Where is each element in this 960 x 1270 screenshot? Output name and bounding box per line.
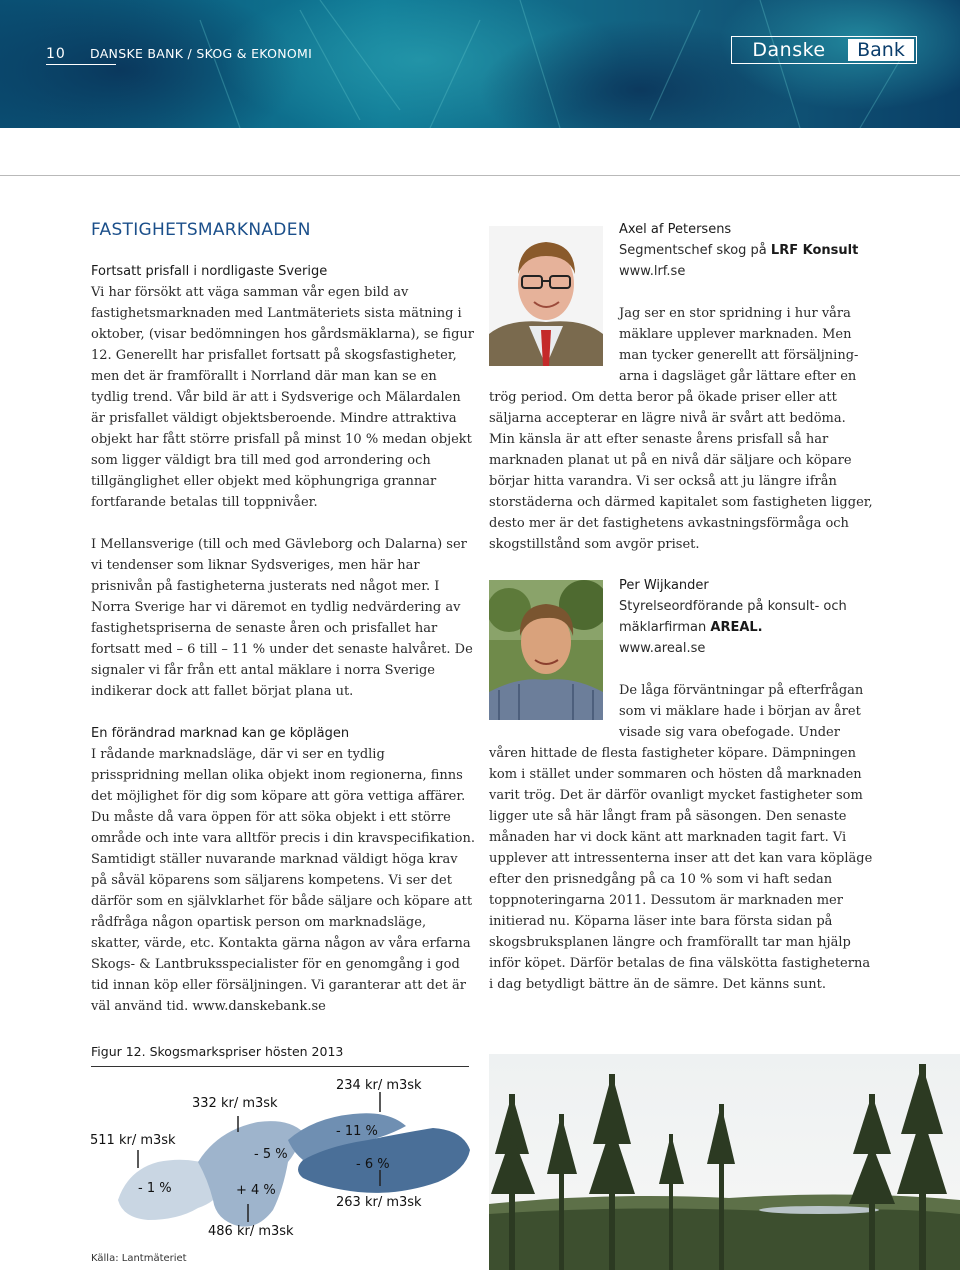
paragraph-3: I rådande marknadsläge, där vi ser en tydlig prisspridning mellan olika objekt inom regionerna, finns det möjlighet för dig som köpare att göra vettiga affärer. Du måste då vara öppen för att söka objekt i ett större område och inte vara alltför precis i din kravspecifikation. Samtidigt ställer nuvarande marknad väldigt höga krav på såväl köparens som säljarens kompetens. Vi ser det därför som en självklarhet för både säljare och köpare att rådfråga någon opartisk person om marknadsläge, skatter, värde, etc. Kontakta gärna någon av våra erfarna Skogs- & Lantbruksspecialister för en genomgång i god tid innan köp eller försäljningen. Vi garanterar att det är väl använd tid. www.danskebank.se (91, 747, 475, 1014)
person1-url[interactable]: www.lrf.se (619, 264, 686, 279)
spacer (619, 659, 874, 680)
person1-quote-rest: trög period. Om detta beror på ökade priser eller att säljarna accepterar en lägre nivå är svårt att bedöma. Min känsla är att efter senaste årens prisfall så har marknaden planat ut på en nivå där säljare och köpare börjar hitta varandra. Vi ser också att ju längre ifrån storstäderna och därmed kapitalet som fastigheten ligger, desto mer är det fastighetens avkastningsförmåga och skogstillstånd som avgör priset. (489, 390, 873, 552)
forest-landscape-photo (489, 1054, 960, 1270)
danske-bank-logo (731, 36, 917, 64)
subheading-koplagen: En förändrad marknad kan ge köplägen (91, 726, 350, 741)
person2-quote-line-2: som vi mäklare hade i början av året (619, 704, 861, 719)
map-label-mid-change: - 5 % (254, 1147, 288, 1162)
article-title: FASTIGHETSMARKNADEN (91, 220, 311, 240)
page-number: 10 (46, 46, 66, 62)
map-label-north-change2: - 6 % (356, 1157, 390, 1172)
map-label-mid-price-top: 332 kr/ m3sk (192, 1096, 278, 1111)
section-label: DANSKE BANK / SKOG & EKONOMI (90, 46, 313, 61)
logo-text-bank: Bank (848, 39, 914, 61)
map-label-south-change: - 1 % (138, 1181, 172, 1196)
spacer (619, 282, 874, 303)
person1-company: LRF Konsult (770, 243, 859, 258)
figure-caption-rule (91, 1066, 469, 1067)
person1-block (489, 219, 874, 555)
article-left-column (91, 220, 476, 1017)
person2-quote-line-1: De låga förväntningar på efterfrågan (619, 683, 864, 698)
person1-quote-line-4: arna i dagsläget går lättare efter en (619, 369, 857, 384)
person2-company: AREAL. (710, 620, 763, 635)
page-number-rule (46, 64, 116, 65)
header-banner (0, 0, 960, 128)
map-label-north-price-top: 234 kr/ m3sk (336, 1078, 422, 1093)
spacer (91, 702, 476, 723)
person2-url[interactable]: www.areal.se (619, 641, 706, 656)
paragraph-2: I Mellansverige (till och med Gävleborg och Dalarna) ser vi tendenser som liknar Sydsveriges, men här har prisnivån på fastigheterna justerats ned något mer. I Norra Sverige har vi däremot en tydlig nedvärdering av fastighetspriserna de senaste åren och prisfallet har fortsatt med – 6 till – 11 % under det senaste halvåret. De signaler vi får från ett antal mäklare i norra Sverige indikerar dock att fallet börjat plana ut. (91, 537, 473, 699)
map-label-north-price-bottom: 263 kr/ m3sk (336, 1195, 422, 1210)
map-label-south-price: 511 kr/ m3sk (90, 1133, 176, 1148)
person1-quote-line-1: Jag ser en stor spridning i hur våra (619, 306, 851, 321)
person2-role-line1: Styrelseordförande på konsult- och (619, 599, 847, 614)
sweden-price-map (88, 1070, 478, 1250)
person2-role-line2 (619, 617, 874, 638)
figure-caption: Figur 12. Skogsmarkspriser hösten 2013 (91, 1044, 344, 1059)
spacer (91, 513, 476, 534)
map-region-middle (198, 1121, 303, 1227)
person2-quote-line-3: visade sig vara obefogade. Under (619, 725, 840, 740)
person1-quote-line-3: man tycker generellt att försäljning- (619, 348, 859, 363)
person1-quote-line-2: mäklare upplever marknaden. Men (619, 327, 852, 342)
person2-block (489, 575, 874, 995)
foliage-background (0, 0, 960, 128)
person2-role-text: mäklarfirman (619, 620, 711, 635)
person2-name: Per Wijkander (619, 578, 709, 593)
person2-quote-rest: våren hittade de flesta fastigheter köpare. Dämpningen kom i stället under sommaren och hösten då marknaden varit trög. Det är därför ovanligt mycket fastigheter som ligger ute så här långt fram på säsongen. Den senaste månaden har vi dock känt att marknaden tagit fart. Vi upplever att intressenterna inser att det kan vara köpläge efter den prisnedgång på ca 10 % som vi haft sedan toppnoteringarna 2011. Dessutom är marknaden mer initierad nu. Köparna läser inte bara första sidan på skogsbruksplanen längre och framförallt tar man hjälp inför köpet. Därför betalas de fina välskötta fastigheterna i dag betydligt bättre än de sämre. Det känns sunt. (489, 746, 873, 992)
person1-role (619, 240, 874, 261)
subheading-prisfall: Fortsatt prisfall i nordligaste Sverige (91, 264, 328, 279)
logo-text-danske: Danske (752, 39, 826, 61)
map-label-north-change: - 11 % (336, 1124, 378, 1139)
header-divider (0, 175, 960, 176)
map-label-mid-price-bottom: 486 kr/ m3sk (208, 1224, 294, 1239)
figure-source: Källa: Lantmäteriet (91, 1253, 187, 1264)
map-label-mid-change2: + 4 % (236, 1183, 276, 1198)
person1-role-text: Segmentschef skog på (619, 243, 771, 258)
paragraph-1: Vi har försökt att väga samman vår egen bild av fastighetsmarknaden med Lantmäteriets sista mätning i oktober, (visar bedömningen hos gårdsmäklarna), se figur 12. Generellt har prisfallet fortsatt på skogsfastigheter, men det är framförallt i Norrland där man kan se en tydlig trend. Vår bild är att i Sydsverige och Mälardalen är prisfallet väldigt objektsberoende. Mindre attraktiva objekt har fått större prisfall på minst 10 % medan objekt som ligger väldigt bra till med god arrondering och tillgänglighet eller objekt med köphungriga grannar fortfarande betalas till toppnivåer. (91, 285, 474, 510)
person1-name: Axel af Petersens (619, 222, 732, 237)
